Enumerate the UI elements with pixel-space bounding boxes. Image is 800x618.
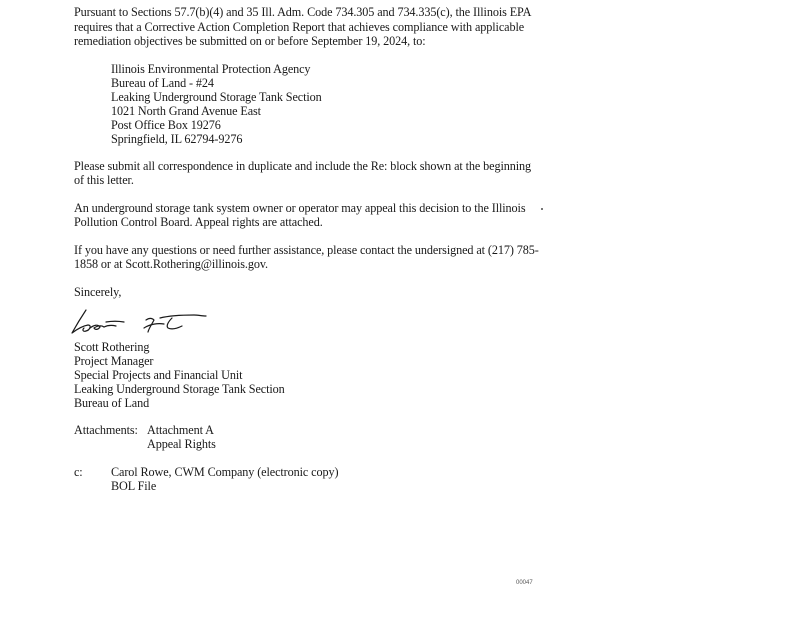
attachments-label: Attachments:	[74, 423, 138, 437]
address-line-bureau: Bureau of Land - #24	[111, 76, 214, 90]
signer-name: Scott Rothering	[74, 340, 150, 354]
signer-title: Project Manager	[74, 354, 154, 368]
closing: Sincerely,	[74, 285, 122, 299]
signer-unit: Special Projects and Financial Unit	[74, 368, 243, 382]
address-line-street: 1021 North Grand Avenue East	[111, 104, 261, 118]
contact-line-2: 1858 or at Scott.Rothering@illinois.gov.	[74, 257, 268, 271]
scan-speck	[541, 208, 543, 210]
contact-line-1: If you have any questions or need further assistance, please contact the undersigned at (217) 785-	[74, 243, 539, 257]
page-number: 00047	[516, 580, 533, 586]
address-line-po-box: Post Office Box 19276	[111, 118, 221, 132]
attachment-item-a: Attachment A	[147, 423, 214, 437]
handwritten-signature	[68, 306, 213, 336]
cc-label: c:	[74, 465, 83, 479]
appeal-line-1: An underground storage tank system owner or operator may appeal this decision to the Illinois	[74, 201, 526, 215]
intro-line-2: requires that a Corrective Action Completion Report that achieves compliance with applicable	[74, 20, 525, 34]
intro-line-3: remediation objectives be submitted on or before September 19, 2024, to:	[74, 34, 426, 48]
signer-section: Leaking Underground Storage Tank Section	[74, 382, 285, 396]
correspondence-line-2: of this letter.	[74, 173, 134, 187]
attachment-item-appeal-rights: Appeal Rights	[147, 437, 216, 451]
address-line-agency: Illinois Environmental Protection Agency	[111, 62, 311, 76]
cc-item-carol-rowe: Carol Rowe, CWM Company (electronic copy)	[111, 465, 339, 479]
appeal-line-2: Pollution Control Board. Appeal rights are attached.	[74, 215, 323, 229]
address-line-city: Springfield, IL 62794-9276	[111, 132, 243, 146]
correspondence-line-1: Please submit all correspondence in duplicate and include the Re: block shown at the beginning	[74, 159, 531, 173]
intro-line-1: Pursuant to Sections 57.7(b)(4) and 35 Ill. Adm. Code 734.305 and 734.335(c), the Illinois EPA	[74, 5, 532, 19]
cc-item-bol-file: BOL File	[111, 479, 157, 493]
signer-bureau: Bureau of Land	[74, 396, 150, 410]
address-line-section: Leaking Underground Storage Tank Section	[111, 90, 322, 104]
